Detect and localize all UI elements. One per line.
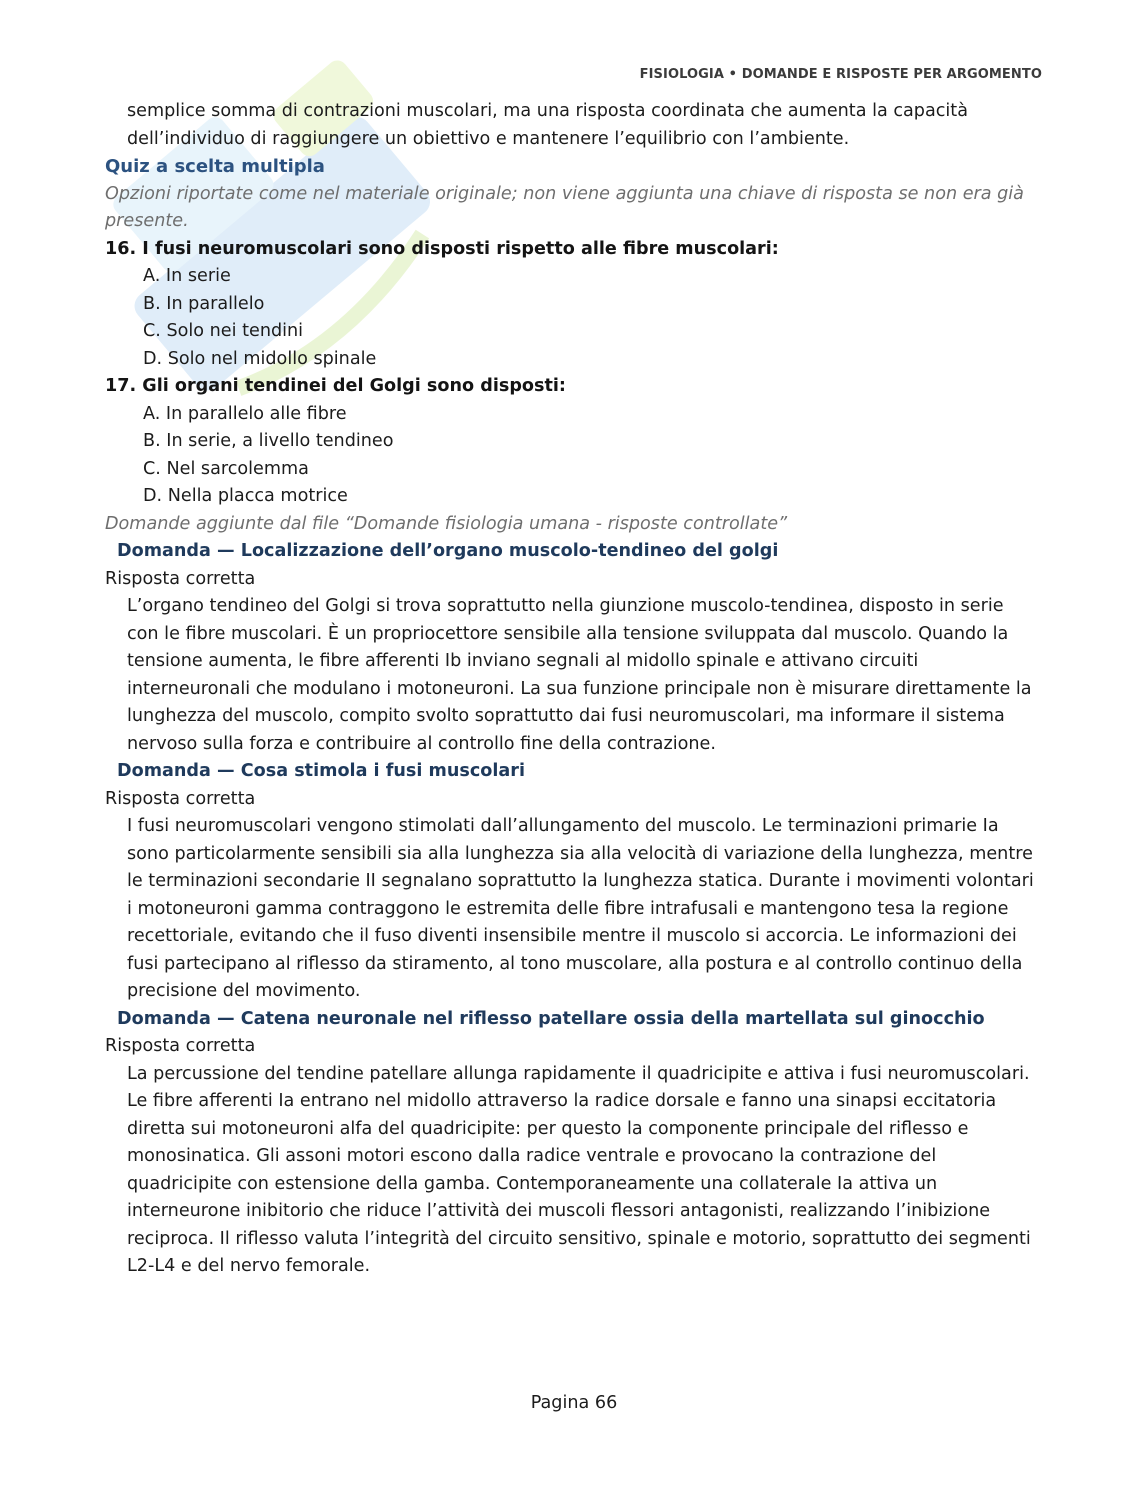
quiz-heading: Quiz a scelta multipla [105,156,325,177]
option-17-b: B. In serie, a livello tendineo [143,431,394,451]
page-content [105,98,1040,1281]
quiz-note: Opzioni riportate come nel materiale originale; non viene aggiunta una chiave di risposta se non era già presente. [105,183,1024,231]
risposta-label: Risposta corretta [105,1036,256,1056]
page-number: Pagina 66 [530,1393,618,1413]
option-17-a: A. In parallelo alle fibre [143,403,347,424]
answer-fusi: I fusi neuromuscolari vengono stimolati dall’allungamento del muscolo. Le terminazioni primarie Ia sono particolarmente sensibili sia alla lunghezza sia alla velocità di variazione della lunghezza, mentre le terminazioni secondarie II segnalano soprattutto la lunghezza statica. Durante i movimenti volontari i motoneuroni gamma contraggono le estremita delle fibre intrafusali e mantengono tesa la regione recettoriale, evitando che il fuso diventi insensibile mentre il muscolo si accorcia. Le informazioni dei fusi partecipano al riflesso da stiramento, al tono muscolare, alla postura e al controllo continuo della precisione del movimento. [127,816,1034,1001]
answer-golgi: L’organo tendineo del Golgi si trova soprattutto nella giunzione muscolo-tendinea, disposto in serie con le fibre muscolari. È un propriocettore sensibile alla tensione sviluppata dal muscolo. Quando la tensione aumenta, le fibre afferenti Ib inviano segnali al midollo spinale e attivano circuiti interneuronali che modulano i motoneuroni. La sua funzione principale non è misurare direttamente la lunghezza del muscolo, compito svolto soprattutto dai fusi neuromuscolari, ma informare il sistema nervoso sulla forza e contribuire al controllo fine della contrazione. [127,596,1032,754]
option-16-d: D. Solo nel midollo spinale [143,348,377,369]
intro-paragraph: semplice somma di contrazioni muscolari, ma una risposta coordinata che aumenta la capacità dell’individuo di raggiungere un obiettivo e mantenere l’equilibrio con l’ambiente. [127,101,968,149]
answer-patellare: La percussione del tendine patellare allunga rapidamente il quadricipite e attiva i fusi neuromuscolari. Le fibre afferenti Ia entrano nel midollo attraverso la radice dorsale e fanno una sinapsi eccitatoria diretta sui motoneuroni alfa del quadricipite: per questo la componente principale del riflesso e monosinatica. Gli assoni motori escono dalla radice ventrale e provocano la contrazione del quadricipite con estensione della gamba. Contemporaneamente una collaterale Ia attiva un interneurone inibitorio che riduce l’attività dei muscoli flessori antagonisti, realizzando l’inibizione reciproca. Il riflesso valuta l’integrità del circuito sensitivo, spinale e motorio, soprattutto dei segmenti L2-L4 e del nervo femorale. [127,1063,1031,1276]
risposta-label: Risposta corretta [105,788,256,809]
domanda-golgi-heading: Domanda — Localizzazione dell’organo muscolo-tendineo del golgi [117,541,779,561]
question-17: 17. Gli organi tendinei del Golgi sono disposti: [105,376,566,396]
added-questions-note: Domande aggiunte dal file “Domande fisiologia umana - risposte controllate” [105,513,788,534]
option-16-a: A. In serie [143,266,231,286]
option-17-c: C. Nel sarcolemma [143,458,309,479]
domanda-fusi-heading: Domanda — Cosa stimola i fusi muscolari [117,761,525,781]
risposta-label: Risposta corretta [105,568,256,589]
question-16: 16. I fusi neuromuscolari sono disposti rispetto alle fibre muscolari: [105,238,779,259]
running-header: FISIOLOGIA • DOMANDE E RISPOSTE PER ARGOMENTO [639,67,1042,82]
option-16-b: B. In parallelo [143,293,265,314]
question-17-options [105,401,1040,511]
question-16-options [105,263,1040,373]
domanda-patellare-heading: Domanda — Catena neuronale nel riflesso patellare ossia della martellata sul ginocchio [117,1008,985,1029]
option-17-d: D. Nella placca motrice [143,486,348,506]
option-16-c: C. Solo nei tendini [143,321,304,341]
